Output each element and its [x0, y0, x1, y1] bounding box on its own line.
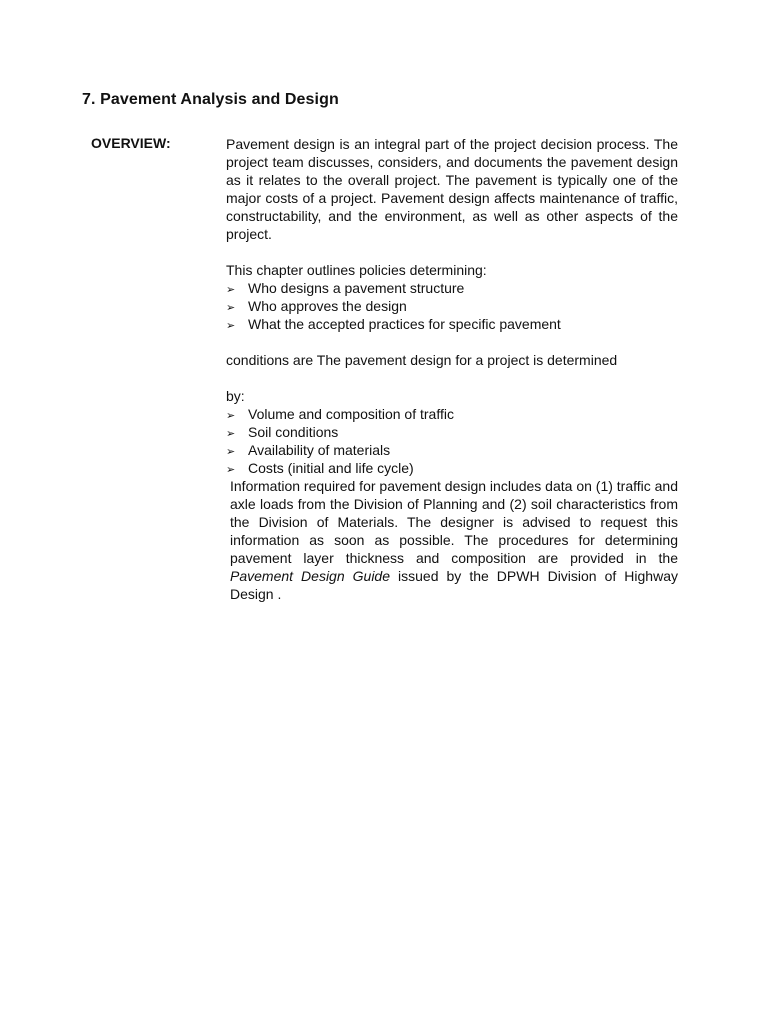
arrowhead-bullet-icon: ➢	[226, 320, 236, 332]
policy-list	[226, 279, 678, 333]
arrowhead-bullet-icon: ➢	[226, 302, 236, 314]
list-item-text: Soil conditions	[248, 424, 339, 440]
overview-label: OVERVIEW:	[91, 135, 171, 151]
arrowhead-bullet-icon: ➢	[226, 410, 236, 422]
section-heading: 7. Pavement Analysis and Design	[82, 91, 339, 108]
list-item-text: Who designs a pavement structure	[248, 280, 465, 296]
continuation-line: conditions are The pavement design for a project is determined	[226, 352, 618, 368]
list-item-text: Volume and composition of traffic	[248, 406, 454, 422]
arrowhead-bullet-icon: ➢	[226, 284, 236, 296]
factor-list	[226, 405, 678, 477]
list-item	[226, 405, 678, 423]
overview-body	[226, 135, 678, 603]
list-item	[226, 315, 678, 333]
list-item	[226, 279, 678, 297]
list-item	[226, 297, 678, 315]
outline-lead: This chapter outlines policies determining:	[226, 262, 487, 278]
closing-text-after: issued by the DPWH Division of Highway Design .	[230, 568, 678, 602]
arrowhead-bullet-icon: ➢	[226, 428, 236, 440]
list-item-text: Who approves the design	[248, 298, 407, 314]
guide-title: Pavement Design Guide	[230, 568, 391, 584]
closing-paragraph	[226, 477, 678, 603]
list-item-text: Costs (initial and life cycle)	[248, 460, 414, 476]
arrowhead-bullet-icon: ➢	[226, 464, 236, 476]
list-item	[226, 441, 678, 459]
list-item-text: Availability of materials	[248, 442, 391, 458]
list-item	[226, 459, 678, 477]
closing-text-before: Information required for pavement design includes data on (1) traffic and axle loads from the Division of Planning and (2) soil characteristics from the Division of Materials. The designer is advised to request this information as soon as possible. The procedures for determining pavement layer thickness and composition are provided in the	[230, 478, 678, 566]
intro-paragraph: Pavement design is an integral part of the project decision process. The project team discusses, considers, and documents the pavement design as it relates to the overall project. The pavement is typically one of the major costs of a project. Pavement design affects maintenance of traffic, constructability, and the environment, as well as other aspects of the project.	[226, 136, 678, 242]
list-item	[226, 423, 678, 441]
by-line: by:	[226, 388, 245, 404]
arrowhead-bullet-icon: ➢	[226, 446, 236, 458]
list-item-text: What the accepted practices for specific pavement	[248, 316, 561, 332]
